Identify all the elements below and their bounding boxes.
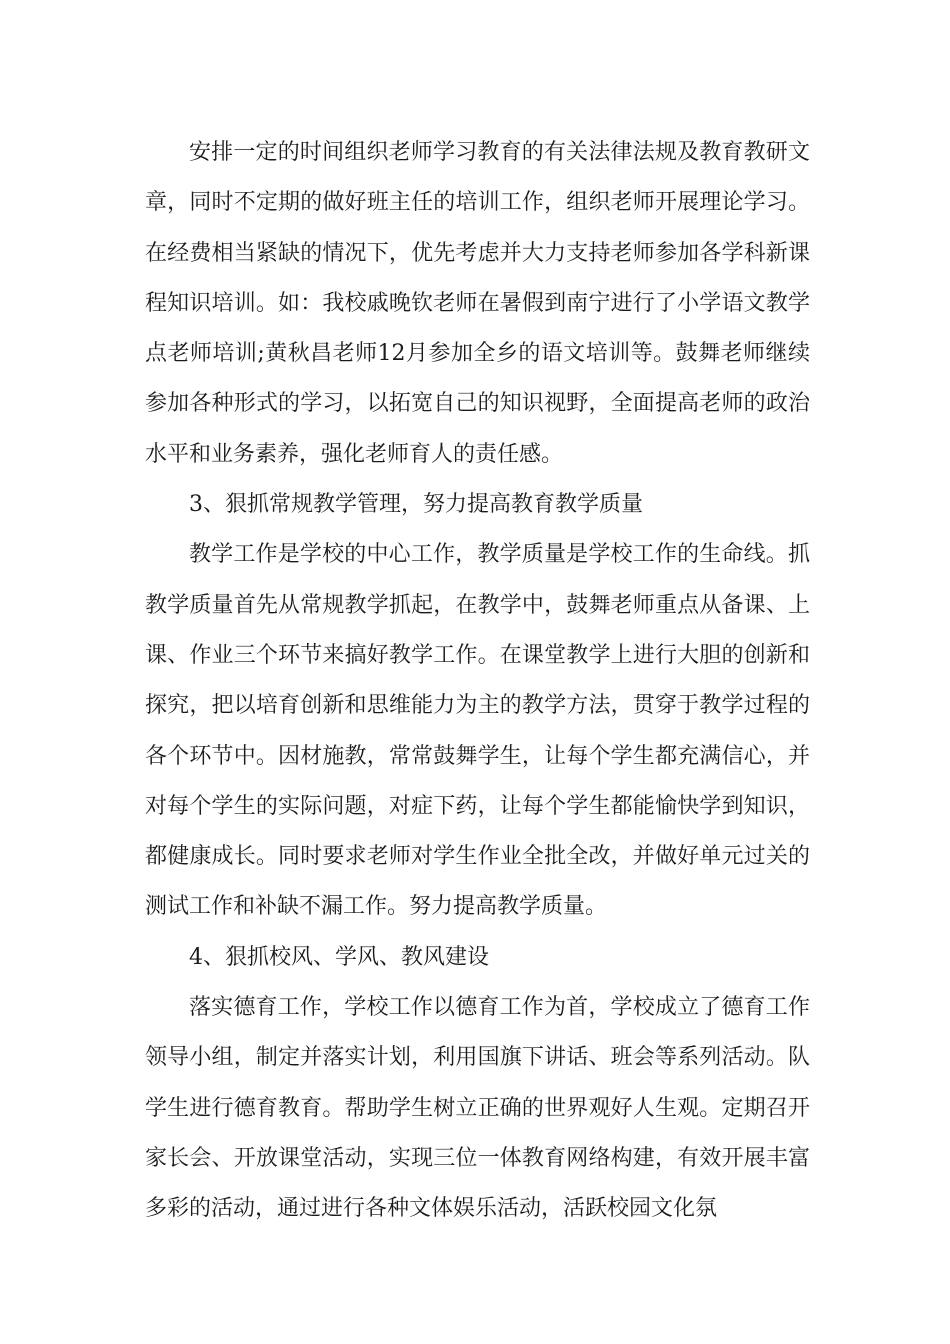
- paragraph-teacher-training: 安排一定的时间组织老师学习教育的有关法律法规及教育教研文章，同时不定期的做好班主任的培训工作，组织老师开展理论学习。在经费相当紧缺的情况下，优先考虑并大力支持老师参加各学科新课程知识培训。如：我校戚晚钦老师在暑假到南宁进行了小学语文教学点老师培训;黄秋昌老师12月参加全乡的语文培训等。鼓舞老师继续参加各种形式的学习，以拓宽自己的知识视野，全面提高老师的政治水平和业务素养，强化老师育人的责任感。: [145, 140, 810, 467]
- heading-routine-teaching-management: 3、狠抓常规教学管理，努力提高教育教学质量: [189, 492, 643, 518]
- heading-school-spirit: 4、狠抓校风、学风、教风建设: [189, 944, 489, 970]
- paragraph-moral-education: 落实德育工作，学校工作以德育工作为首，学校成立了德育工作领导小组，制定并落实计划，利用国旗下讲话、班会等系列活动。队学生进行德育教育。帮助学生树立正确的世界观好人生观。定期召开家长会、开放课堂活动，实现三位一体教育网络构建，有效开展丰富多彩的活动，通过进行各种文体娱乐活动，活跃校园文化氛: [145, 995, 810, 1222]
- document-body: [145, 128, 810, 1235]
- paragraph-teaching-quality: 教学工作是学校的中心工作，教学质量是学校工作的生命线。抓教学质量首先从常规教学抓起，在教学中，鼓舞老师重点从备课、上课、作业三个环节来搞好教学工作。在课堂教学上进行大胆的创新和探究，把以培育创新和思维能力为主的教学方法，贯穿于教学过程的各个环节中。因材施教，常常鼓舞学生，让每个学生都充满信心，并对每个学生的实际问题，对症下药，让每个学生都能愉快学到知识，都健康成长。同时要求老师对学生作业全批全改，并做好单元过关的测试工作和补缺不漏工作。努力提高教学质量。: [145, 542, 810, 920]
